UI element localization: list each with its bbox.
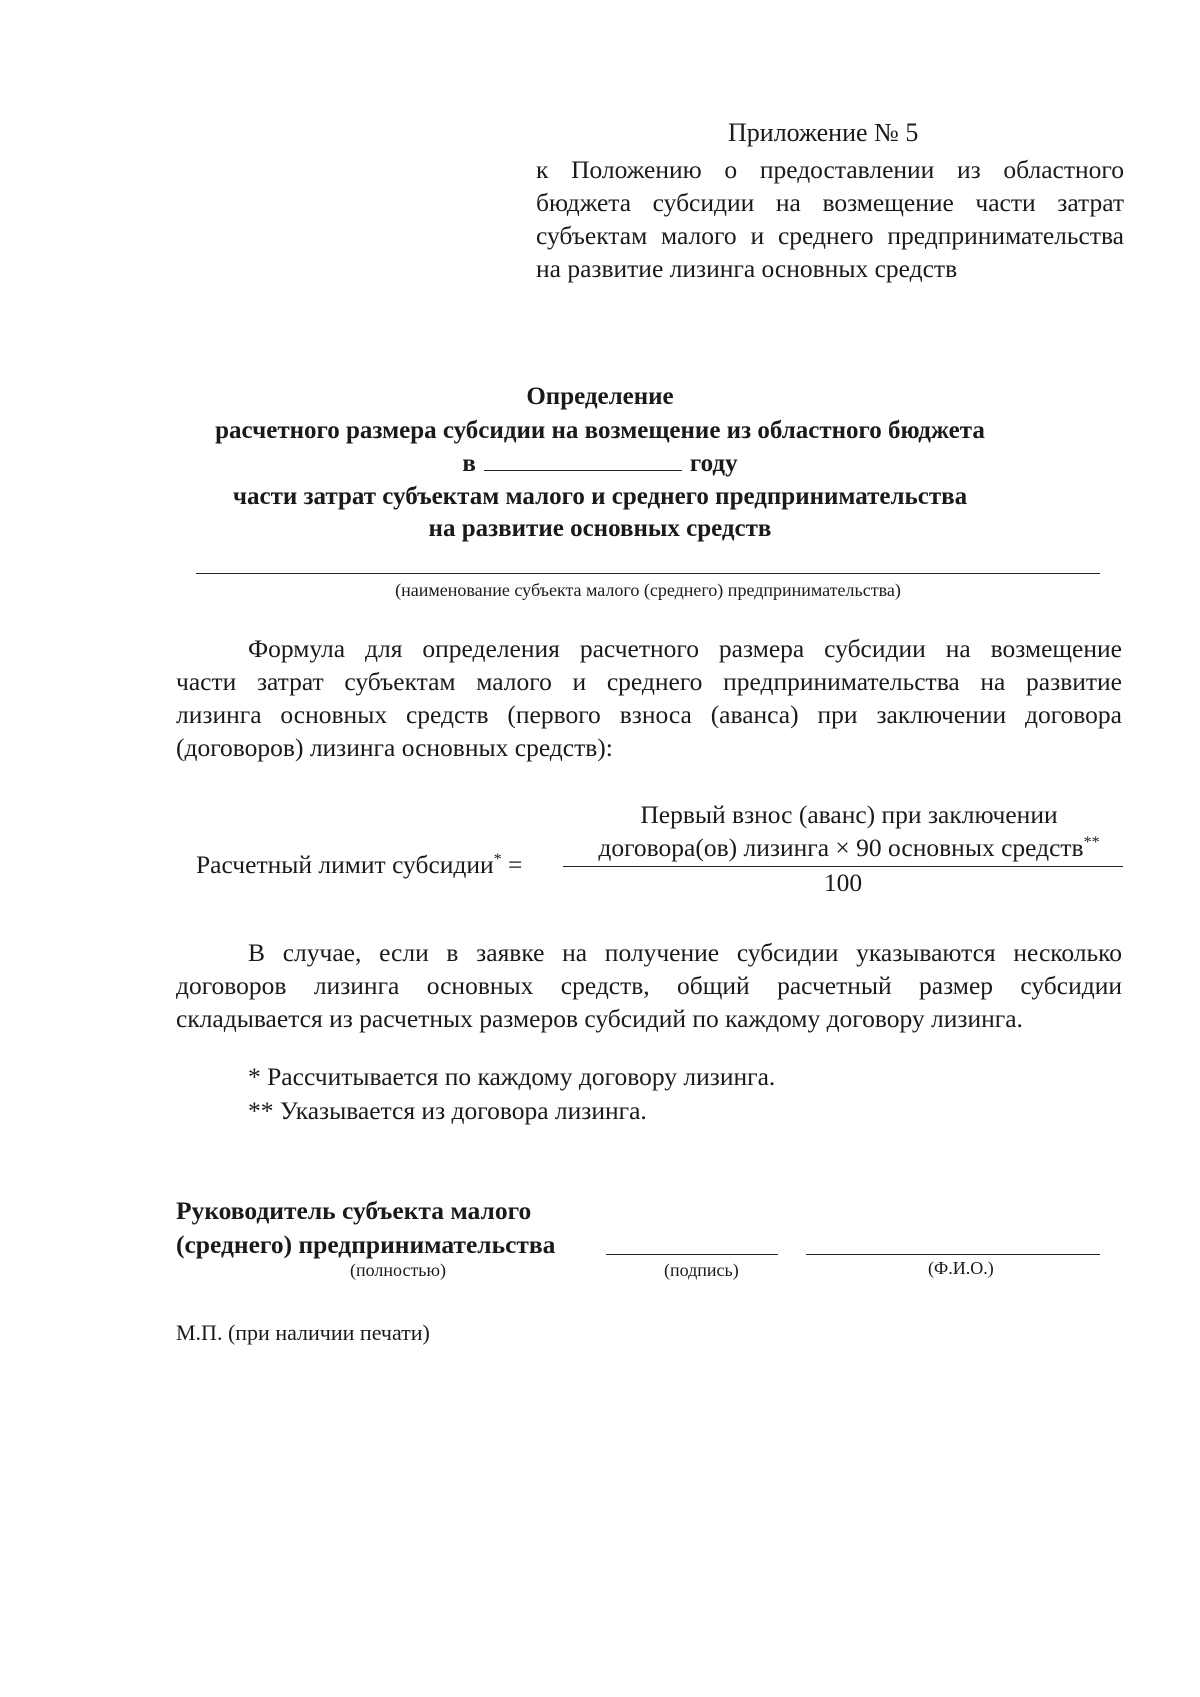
label-name: (Ф.И.О.) — [928, 1258, 994, 1278]
doc-heading-line: части затрат субъектам малого и среднего предпринимательства — [232, 483, 968, 510]
footnote: ** Указывается из договора лизинга. — [248, 1096, 647, 1125]
doc-heading-year — [100, 446, 1100, 481]
stamp-note: М.П. (при наличии печати) — [176, 1320, 430, 1345]
year-prefix: в — [462, 450, 476, 477]
intro-paragraph — [176, 632, 1122, 764]
doc-heading-line: расчетного размера субсидии на возмещение из областного бюджета — [215, 417, 985, 444]
formula-numerator-line: Первый взнос (аванс) при заключении — [640, 800, 1058, 829]
appendix-reference-line: бюджета субсидии на возмещение части затрат — [536, 188, 1124, 217]
formula-numerator-mark: ** — [1083, 834, 1100, 851]
signature-heading — [176, 1194, 555, 1262]
signature-line — [606, 1254, 778, 1255]
appendix-title: Приложение № 5 — [728, 118, 919, 147]
case-paragraph — [176, 936, 1122, 1035]
formula-numerator-text: договора(ов) лизинга × 90 основных средств — [598, 833, 1084, 862]
appendix-reference-line: на развитие лизинга основных средств — [536, 254, 958, 283]
formula-fraction-bar — [563, 866, 1123, 867]
paragraph-line: части затрат субъектам малого и среднего предпринимательства на развитие — [176, 667, 1122, 696]
appendix-reference-line: субъектам малого и среднего предпринимательства — [536, 221, 1124, 250]
appendix-reference — [536, 153, 1124, 285]
entity-name-line — [196, 573, 1100, 574]
paragraph-line: договоров лизинга основных средств, общий расчетный размер субсидии — [176, 971, 1122, 1000]
appendix-reference-line: к Положению о предоставлении из областного — [536, 155, 1124, 184]
formula-lhs-text: Расчетный лимит субсидии — [196, 850, 494, 879]
formula-numerator-line — [560, 833, 1138, 863]
label-full: (полностью) — [350, 1260, 446, 1280]
signature-heading-line: (среднего) предпринимательства — [176, 1230, 556, 1259]
paragraph-line: (договоров) лизинга основных средств): — [176, 733, 613, 762]
formula-lhs-mark: * — [493, 851, 502, 868]
formula-lhs — [196, 850, 522, 880]
paragraph-line: лизинга основных средств (первого взноса (аванса) при заключении договора — [176, 700, 1122, 729]
year-blank-field — [484, 446, 682, 471]
year-suffix: году — [689, 450, 738, 477]
footnote: * Рассчитывается по каждому договору лизинга. — [248, 1062, 776, 1091]
formula-equals: = — [508, 850, 523, 879]
paragraph-line: В случае, если в заявке на получение субсидии указываются несколько — [248, 938, 1122, 967]
entity-name-caption: (наименование субъекта малого (среднего) предпринимательства) — [395, 580, 901, 600]
signature-heading-line: Руководитель субъекта малого — [176, 1196, 532, 1225]
doc-heading-title: Определение — [526, 383, 674, 410]
paragraph-line: складывается из расчетных размеров субсидий по каждому договору лизинга. — [176, 1004, 1023, 1033]
doc-heading-line: на развитие основных средств — [428, 515, 772, 542]
name-line — [806, 1254, 1100, 1255]
formula-denominator: 100 — [823, 868, 863, 897]
label-signature: (подпись) — [664, 1260, 739, 1280]
paragraph-line: Формула для определения расчетного размера субсидии на возмещение — [248, 634, 1122, 663]
